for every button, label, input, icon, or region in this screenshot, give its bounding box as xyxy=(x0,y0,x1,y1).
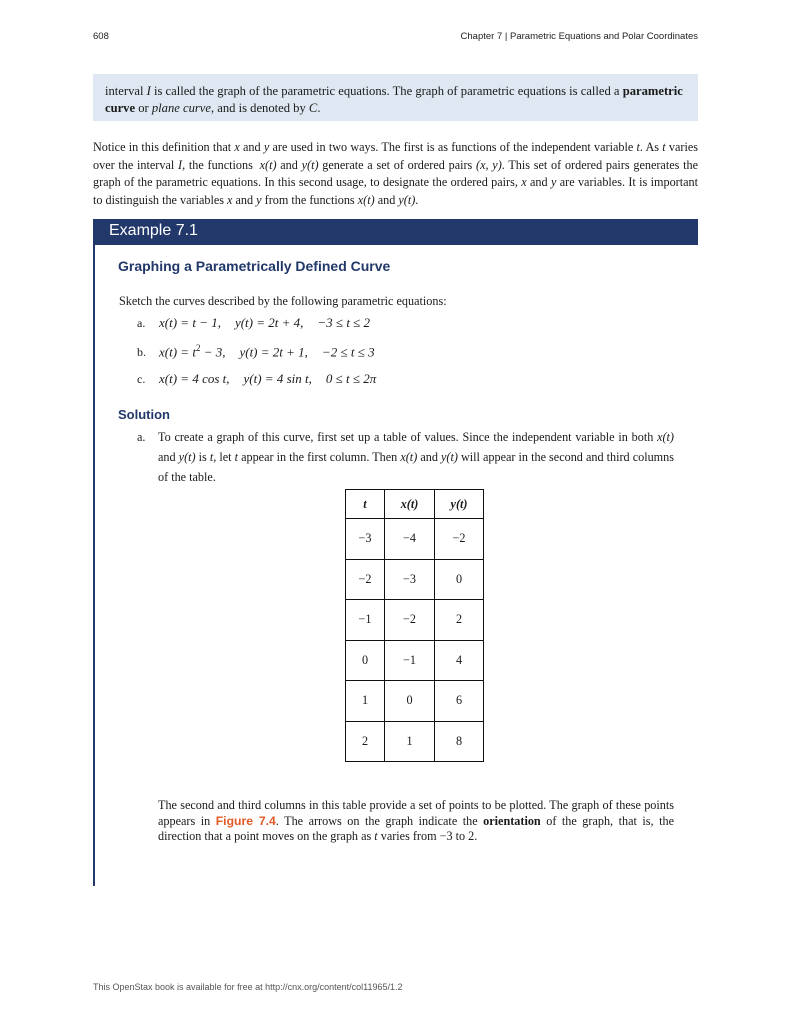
math-t: t xyxy=(374,829,378,844)
column-header: x(t) xyxy=(385,490,435,519)
definition-text: or xyxy=(135,101,152,115)
table-body xyxy=(346,519,484,762)
math-C: C xyxy=(308,101,318,115)
table-cell: −2 xyxy=(385,600,435,641)
equation-y: y(t) = 4 sin t, xyxy=(243,371,312,386)
text: varies from −3 to 2. xyxy=(377,829,478,844)
item-label: b. xyxy=(137,345,146,360)
equation-b xyxy=(137,343,375,360)
table-cell: 1 xyxy=(385,721,435,762)
item-label: a. xyxy=(137,430,146,444)
table-cell: 6 xyxy=(435,681,484,722)
item-label: c. xyxy=(137,372,146,386)
text: , let xyxy=(213,450,235,464)
table-cell: 2 xyxy=(435,600,484,641)
math-ordered-pair: (x, y) xyxy=(476,157,502,172)
equation-range: −3 ≤ t ≤ 2 xyxy=(317,315,371,330)
math-y: y xyxy=(263,140,270,154)
problem-intro: Sketch the curves described by the following parametric equations: xyxy=(119,294,447,308)
definition-text: interval xyxy=(105,84,147,98)
text: varies over the interval xyxy=(93,140,698,172)
equation-x-tail: − 3, xyxy=(200,344,226,360)
definition-box xyxy=(93,74,698,121)
text: . As xyxy=(639,140,663,154)
exponent: 2 xyxy=(195,343,201,353)
table-cell: 0 xyxy=(435,559,484,600)
text: will appear in the second and third columns of the table. xyxy=(158,450,674,484)
table-row xyxy=(346,681,484,722)
table-cell: 4 xyxy=(435,640,484,681)
equation-a xyxy=(137,315,370,331)
math-y: y xyxy=(550,175,557,190)
equation-c xyxy=(137,371,376,387)
text: are used in two ways. The first is as functions of the independent variable xyxy=(269,140,637,154)
text: Notice in this definition that xyxy=(93,140,235,154)
equation-range: 0 ≤ t ≤ 2π xyxy=(325,371,377,386)
table-header-row xyxy=(346,490,484,519)
table-cell: −1 xyxy=(385,640,435,681)
text: and xyxy=(158,450,179,464)
table-cell: 8 xyxy=(435,721,484,762)
math-y-of-t: y(t) xyxy=(178,450,196,464)
text: appear in the first column. Then xyxy=(238,450,401,464)
term-parametric-curve: parametric curve xyxy=(105,84,683,115)
example-left-rule xyxy=(93,245,95,886)
column-header: y(t) xyxy=(435,490,484,519)
text: are variables. It is important to distinguish the variables xyxy=(93,175,698,207)
text: from the functions xyxy=(261,192,358,207)
math-I: I xyxy=(178,157,183,172)
text: To create a graph of this curve, first set up a table of values. Since the independent variable in both xyxy=(158,430,658,444)
term-plane-curve: plane curve xyxy=(151,101,211,115)
math-x: x xyxy=(234,140,240,154)
math-t: t xyxy=(636,140,640,154)
table-cell: −3 xyxy=(346,519,385,560)
text: and xyxy=(239,140,264,154)
equation-range: −2 ≤ t ≤ 3 xyxy=(321,344,375,360)
table-cell: −2 xyxy=(346,559,385,600)
text: of the graph, that is, the direction that a point moves on the graph as xyxy=(158,813,674,844)
solution-heading: Solution xyxy=(118,407,170,422)
text: and xyxy=(232,192,257,207)
table-row xyxy=(346,559,484,600)
footer-text: This OpenStax book is available for free at http://cnx.org/content/col11965/1.2 xyxy=(93,982,403,992)
table-row xyxy=(346,721,484,762)
text: The second and third columns in this table provide a set of points to be plotted. The graph of these points appears in xyxy=(158,798,674,828)
math-y-of-t: y(t) xyxy=(398,192,416,207)
text: . xyxy=(415,192,419,207)
running-head: Chapter 7 | Parametric Equations and Polar Coordinates xyxy=(460,31,698,42)
figure-link[interactable]: Figure 7.4 xyxy=(215,813,276,828)
math-y: y xyxy=(256,192,262,207)
table-row xyxy=(346,600,484,641)
math-y-of-t: y(t) xyxy=(301,157,319,172)
equation-x: x(t) = 4 cos t, xyxy=(159,371,230,386)
math-t: t xyxy=(234,450,238,464)
math-interval-I: I xyxy=(146,84,151,98)
table-cell: −1 xyxy=(346,600,385,641)
example-title: Graphing a Parametrically Defined Curve xyxy=(118,258,391,274)
text: . The arrows on the graph indicate the xyxy=(275,813,484,828)
table-row xyxy=(346,519,484,560)
text: and xyxy=(417,450,441,464)
text: and xyxy=(374,192,399,207)
math-x-of-t: x(t) xyxy=(657,430,674,444)
closing-paragraph xyxy=(158,798,674,845)
table-cell: −4 xyxy=(385,519,435,560)
table-cell: −2 xyxy=(435,519,484,560)
text: and xyxy=(526,175,551,190)
text: and xyxy=(276,157,302,172)
example-header xyxy=(93,219,698,245)
definition-text: is called the graph of the parametric equations. The graph of parametric equations is called a xyxy=(150,84,623,98)
math-x: x xyxy=(521,175,527,190)
table-cell: 0 xyxy=(385,681,435,722)
text: generate a set of ordered pairs xyxy=(318,157,477,172)
solution-part-a xyxy=(137,427,674,487)
table-row xyxy=(346,640,484,681)
item-label: a. xyxy=(137,316,146,330)
table-cell: 2 xyxy=(346,721,385,762)
math-x-of-t: x(t) xyxy=(259,157,277,172)
math-x-of-t: x(t) xyxy=(400,450,418,464)
equation-x: x(t) = t − 1, xyxy=(159,315,221,330)
term-orientation: orientation xyxy=(483,813,541,828)
text: , the functions xyxy=(182,157,257,172)
example-label: Example 7.1 xyxy=(109,222,198,239)
equation-y: y(t) = 2t + 4, xyxy=(234,315,304,330)
table-cell: 1 xyxy=(346,681,385,722)
math-t: t xyxy=(209,450,214,464)
math-y-of-t: y(t) xyxy=(441,450,458,464)
math-t: t xyxy=(662,140,666,154)
table-cell: 0 xyxy=(346,640,385,681)
definition-text: . xyxy=(317,101,321,115)
text: is xyxy=(195,450,210,464)
equation-y: y(t) = 2t + 1, xyxy=(239,344,308,360)
math-x-of-t: x(t) xyxy=(357,192,375,207)
text: . This set of ordered pairs generates the graph of the parametric equations. In this second usage, to designate the ordered pairs, xyxy=(93,157,698,190)
table-cell: −3 xyxy=(385,559,435,600)
page-number: 608 xyxy=(93,31,109,42)
column-header: t xyxy=(346,490,385,519)
equation-x: x(t) = t xyxy=(159,344,196,360)
definition-text: , and is denoted by xyxy=(210,101,309,115)
notice-paragraph xyxy=(93,139,698,209)
values-table xyxy=(345,489,484,762)
math-x: x xyxy=(227,192,233,207)
